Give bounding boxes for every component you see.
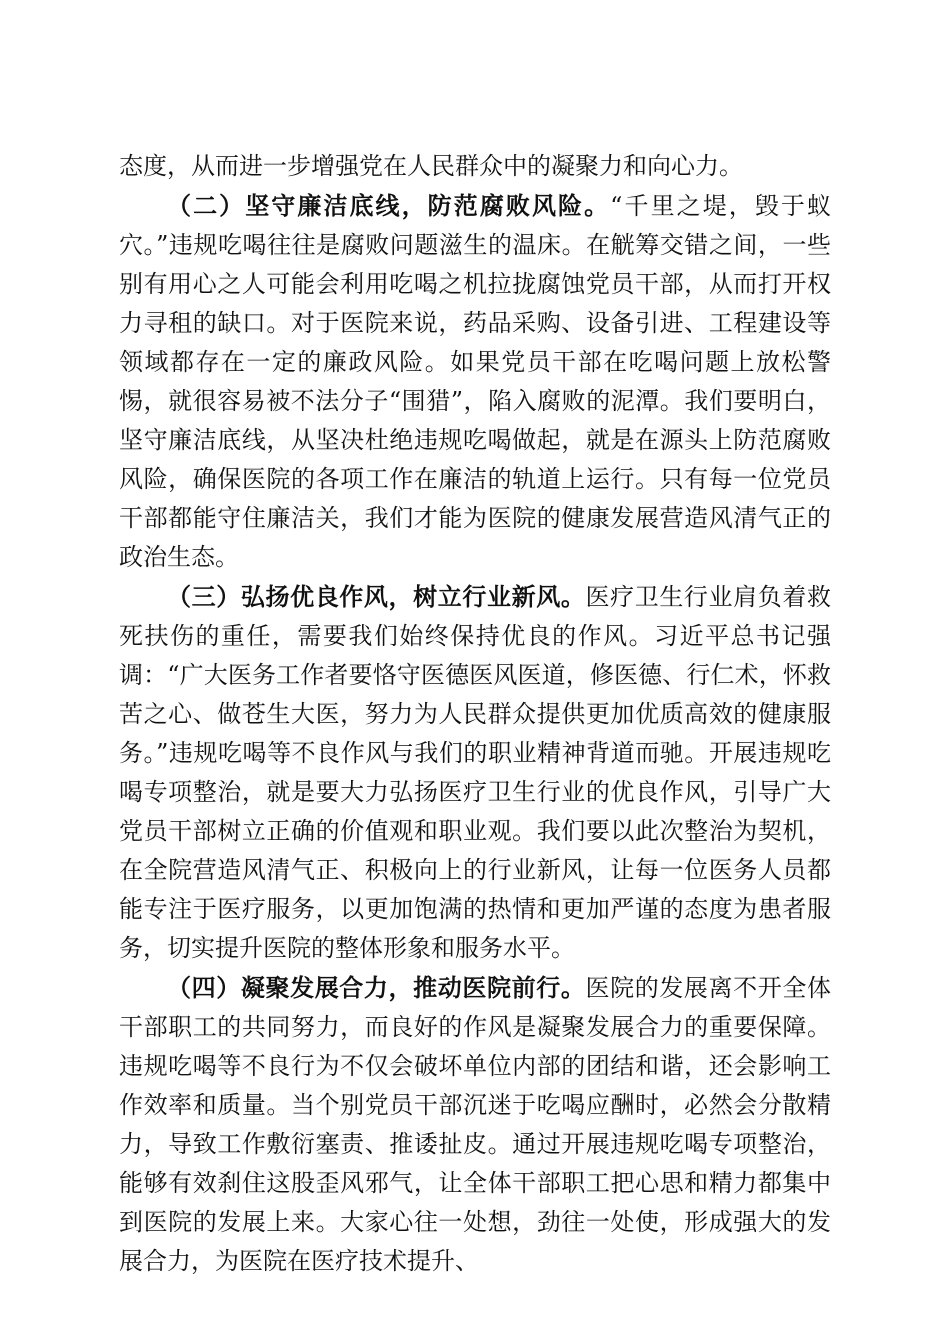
document-page [119, 147, 831, 1281]
paragraph-body: 医疗卫生行业肩负着救死扶伤的重任，需要我们始终保持优良的作风。习近平总书记强调：“广大医务工作者要恪守医德医风医道，修医德、行仁术，怀救苦之心、做苍生大医，努力为人民群众提供更加优质高效的健康服务。”违规吃喝等不良作风与我们的职业精神背道而驰。开展违规吃喝专项整治，就是要大力弘扬医疗卫生行业的优良作风，引导广大党员干部树立正确的价值观和职业观。我们要以此次整治为契机，在全院营造风清气正、积极向上的行业新风，让每一位医务人员都能专注于医疗服务，以更加饱满的热情和更加严谨的态度为患者服务，切实提升医院的整体形象和服务水平。 [119, 583, 832, 962]
paragraph-section-2 [119, 186, 831, 577]
paragraph-continuation [119, 147, 831, 186]
paragraph-body: 态度，从而进一步增强党在人民群众中的凝聚力和向心力。 [119, 152, 743, 180]
paragraph-section-3 [119, 577, 831, 968]
section-heading: （三）弘扬优良作风，树立行业新风。 [167, 582, 586, 611]
section-heading: （二）坚守廉洁底线，防范腐败风险。 [167, 191, 611, 220]
paragraph-section-4 [119, 968, 831, 1281]
section-heading: （四）凝聚发展合力，推动医院前行。 [167, 973, 586, 1002]
paragraph-body: “千里之堤，毁于蚁穴。”违规吃喝往往是腐败问题滋生的温床。在觥筹交错之间，一些别有用心之人可能会利用吃喝之机拉拢腐蚀党员干部，从而打开权力寻租的缺口。对于医院来说，药品采购、设备引进、工程建设等领域都存在一定的廉政风险。如果党员干部在吃喝问题上放松警惕，就很容易被不法分子“围猎”，陷入腐败的泥潭。我们要明白，坚守廉洁底线，从坚决杜绝违规吃喝做起，就是在源头上防范腐败风险，确保医院的各项工作在廉洁的轨道上运行。只有每一位党员干部都能守住廉洁关，我们才能为医院的健康发展营造风清气正的政治生态。 [119, 192, 831, 571]
paragraph-body: 医院的发展离不开全体干部职工的共同努力，而良好的作风是凝聚发展合力的重要保障。违规吃喝等不良行为不仅会破坏单位内部的团结和谐，还会影响工作效率和质量。当个别党员干部沉迷于吃喝应酬时，必然会分散精力，导致工作敷衍塞责、推诿扯皮。通过开展违规吃喝专项整治，能够有效刹住这股歪风邪气，让全体干部职工把心思和精力都集中到医院的发展上来。大家心往一处想，劲往一处使，形成强大的发展合力，为医院在医疗技术提升、 [119, 974, 832, 1275]
